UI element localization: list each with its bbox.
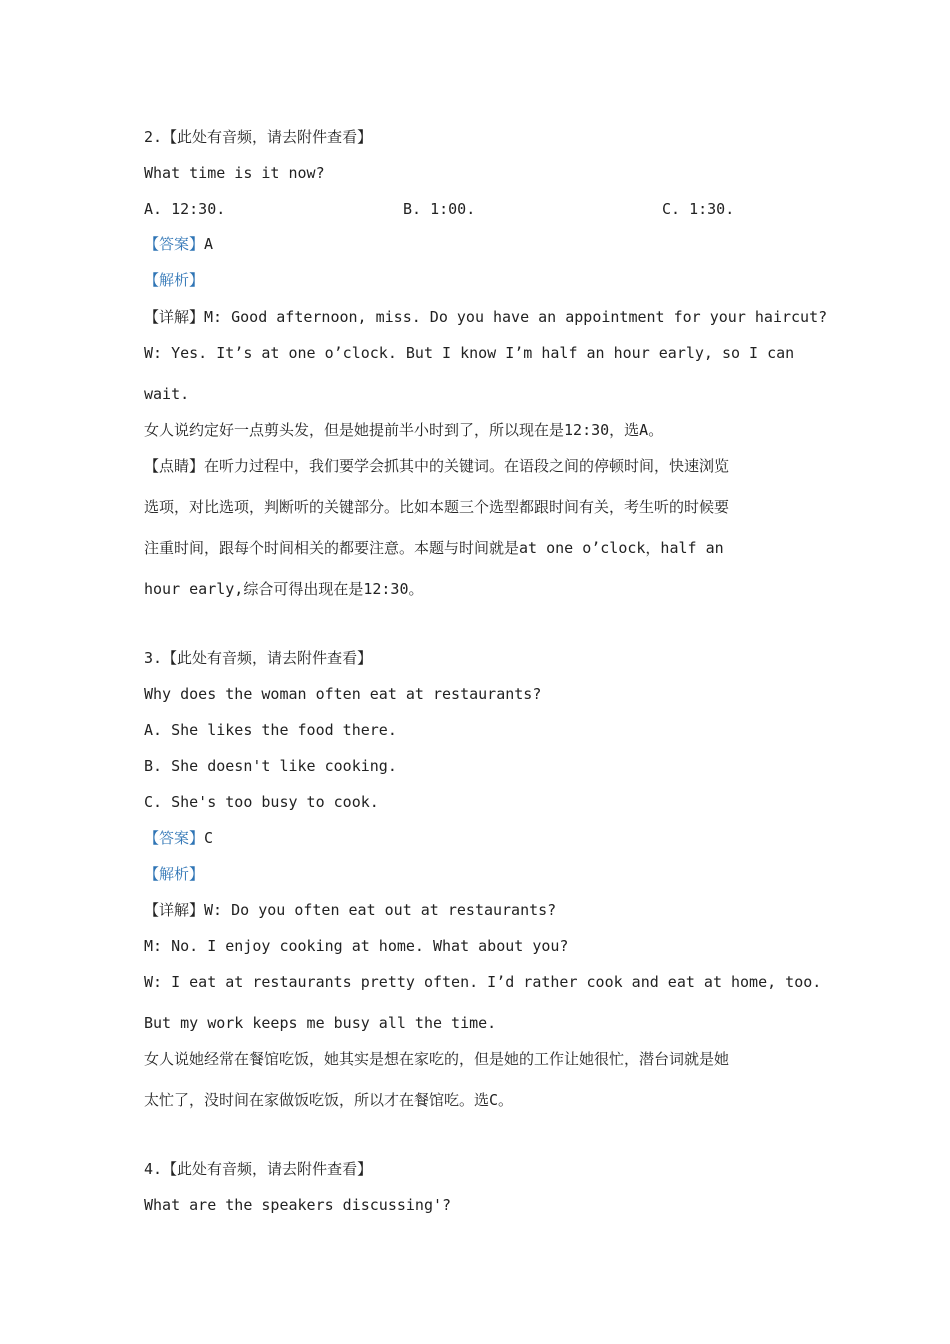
q3-option-a: A. She likes the food there. xyxy=(144,721,397,739)
q3-transcript-line-1: W: Do you often eat out at restaurants? xyxy=(204,901,557,919)
q2-tip-line-4: hour early,综合可得出现在是12:30。 xyxy=(144,580,424,598)
q3-transcript-line-3: W: I eat at restaurants pretty often. I’d rather cook and eat at home, too. xyxy=(144,973,822,991)
q4-title: 4.【此处有音频，请去附件查看】 xyxy=(144,1160,373,1178)
q2-tip-label: 【点睛】 xyxy=(144,457,205,475)
q2-answer-row xyxy=(144,234,213,254)
q2-option-c: C. 1:30. xyxy=(662,200,735,218)
q3-option-b: B. She doesn't like cooking. xyxy=(144,757,397,775)
q2-option-a: A. 12:30. xyxy=(144,200,226,218)
q2-tip-line-3: 注重时间，跟每个时间相关的都要注意。本题与时间就是at one o’clock，half an xyxy=(144,539,724,557)
q3-explanation-line-2: 太忙了，没时间在家做饭吃饭，所以才在餐馆吃。选C。 xyxy=(144,1091,514,1109)
q2-explanation: 女人说约定好一点剪头发，但是她提前半小时到了，所以现在是12:30，选A。 xyxy=(144,421,664,439)
q3-answer-value: C xyxy=(204,829,214,847)
q2-analysis-label: 【解析】 xyxy=(144,271,205,289)
q2-tip-line-2: 选项，对比选项，判断听的关键部分。比如本题三个选型都跟时间有关，考生听的时候要 xyxy=(144,498,730,516)
q3-detail-row xyxy=(144,900,556,920)
q2-option-b: B. 1:00. xyxy=(403,200,476,218)
q4-question: What are the speakers discussing'? xyxy=(144,1196,452,1214)
q3-question: Why does the woman often eat at restaurants? xyxy=(144,685,542,703)
q3-title: 3.【此处有音频，请去附件查看】 xyxy=(144,649,373,667)
q2-tip-line-1: 在听力过程中，我们要学会抓其中的关键词。在语段之间的停顿时间，快速浏览 xyxy=(204,457,730,475)
q2-title: 2.【此处有音频，请去附件查看】 xyxy=(144,128,373,146)
q2-answer-value: A xyxy=(204,235,214,253)
q3-answer-row xyxy=(144,828,213,848)
q3-detail-label: 【详解】 xyxy=(144,901,205,919)
q3-answer-label: 【答案】 xyxy=(144,829,205,847)
q3-explanation-line-1: 女人说她经常在餐馆吃饭，她其实是想在家吃的，但是她的工作让她很忙，潜台词就是她 xyxy=(144,1050,730,1068)
q2-detail-label: 【详解】 xyxy=(144,308,205,326)
q2-transcript-line-1: M: Good afternoon, miss. Do you have an appointment for your haircut? xyxy=(204,308,828,326)
q2-answer-label: 【答案】 xyxy=(144,235,205,253)
q2-transcript-line-2: W: Yes. It’s at one o’clock. But I know I’m half an hour early, so I can xyxy=(144,344,795,362)
q3-transcript-line-2: M: No. I enjoy cooking at home. What about you? xyxy=(144,937,569,955)
q2-transcript-line-3: wait. xyxy=(144,385,190,403)
q3-transcript-line-4: But my work keeps me busy all the time. xyxy=(144,1014,497,1032)
q2-tip-row xyxy=(144,456,729,476)
q2-detail-row xyxy=(144,307,827,327)
q3-option-c: C. She's too busy to cook. xyxy=(144,793,379,811)
q3-analysis-label: 【解析】 xyxy=(144,865,205,883)
q2-question: What time is it now? xyxy=(144,164,325,182)
